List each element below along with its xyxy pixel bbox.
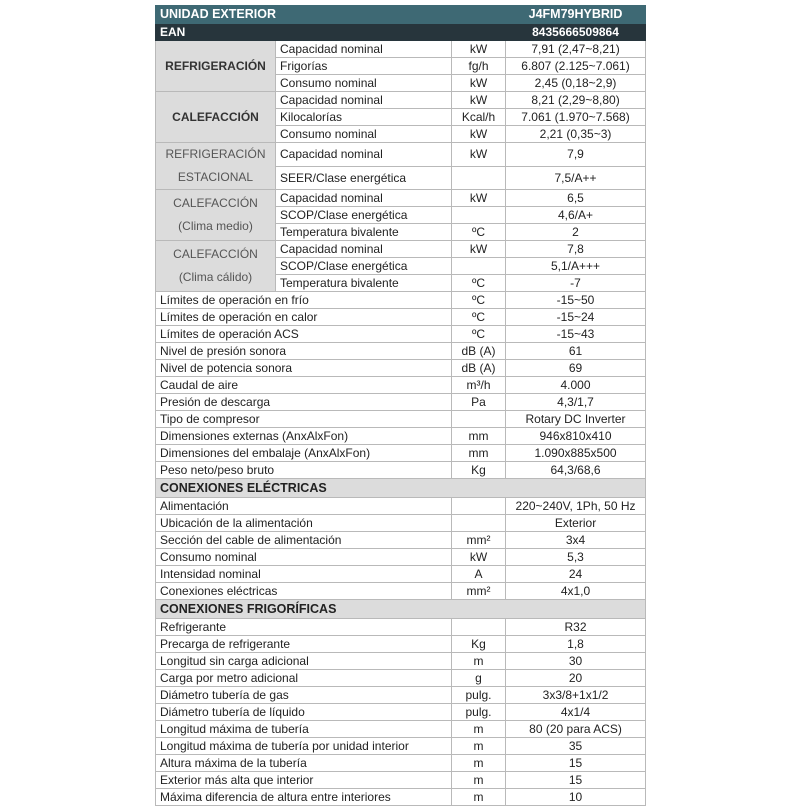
spec-row [156,377,646,394]
param-unit [452,411,506,428]
param-value: 2,21 (0,35~3) [506,126,646,143]
ean-value: 8435666509864 [506,24,646,41]
param-name: Precarga de refrigerante [156,636,452,653]
spec-row [156,532,646,549]
param-value: 4,6/A+ [506,207,646,224]
param-unit [452,207,506,224]
header-title: UNIDAD EXTERIOR [156,6,506,24]
param-name: Longitud máxima de tubería [156,721,452,738]
param-value: 4.000 [506,377,646,394]
param-unit: m [452,789,506,806]
param-name: Límites de operación en frío [156,292,452,309]
param-unit: m [452,721,506,738]
param-name: Capacidad nominal [276,92,452,109]
param-unit: ºC [452,326,506,343]
param-name: Tipo de compresor [156,411,452,428]
param-value: 69 [506,360,646,377]
param-name: Capacidad nominal [276,41,452,58]
spec-row [156,704,646,721]
section-title: CONEXIONES ELÉCTRICAS [156,479,646,498]
param-unit: kW [452,41,506,58]
param-unit: Pa [452,394,506,411]
param-value: 7,5/A++ [506,166,646,190]
param-unit: Kg [452,462,506,479]
param-unit: mm² [452,583,506,600]
param-unit: Kcal/h [452,109,506,126]
param-name: Temperatura bivalente [276,224,452,241]
param-name: Diámetro tubería de líquido [156,704,452,721]
param-value: 2,45 (0,18~2,9) [506,75,646,92]
param-name: Altura máxima de la tubería [156,755,452,772]
spec-row [156,394,646,411]
param-value: 6,5 [506,190,646,207]
param-name: Frigorías [276,58,452,75]
spec-row [156,241,646,258]
param-name: Ubicación de la alimentación [156,515,452,532]
param-name: Consumo nominal [276,75,452,92]
param-unit: ºC [452,309,506,326]
param-unit: kW [452,143,506,167]
header-model: J4FM79HYBRID [506,6,646,24]
group-label: REFRIGERACIÓN ESTACIONAL [156,143,276,190]
group-label: CALEFACCIÓN [156,92,276,143]
param-value: -7 [506,275,646,292]
spec-row [156,721,646,738]
param-unit: A [452,566,506,583]
param-name: Carga por metro adicional [156,670,452,687]
param-name: Capacidad nominal [276,190,452,207]
param-value: 80 (20 para ACS) [506,721,646,738]
param-name: Intensidad nominal [156,566,452,583]
spec-row [156,619,646,636]
spec-row [156,670,646,687]
param-value: 7,91 (2,47~8,21) [506,41,646,58]
spec-row [156,411,646,428]
spec-row [156,583,646,600]
ean-row [156,24,646,41]
param-unit [452,498,506,515]
spec-row [156,789,646,806]
param-unit: mm² [452,532,506,549]
param-name: Exterior más alta que interior [156,772,452,789]
param-unit: fg/h [452,58,506,75]
param-value: 4,3/1,7 [506,394,646,411]
param-unit: ºC [452,275,506,292]
param-value: Rotary DC Inverter [506,411,646,428]
param-value: 20 [506,670,646,687]
param-value: 7,8 [506,241,646,258]
param-name: Capacidad nominal [276,241,452,258]
param-name: SEER/Clase energética [276,166,452,190]
param-unit: m [452,653,506,670]
spec-row [156,190,646,207]
spec-row [156,326,646,343]
param-unit: g [452,670,506,687]
param-name: Capacidad nominal [276,143,452,167]
param-unit: dB (A) [452,360,506,377]
param-unit: kW [452,126,506,143]
section-header [156,600,646,619]
spec-row [156,515,646,532]
spec-row [156,445,646,462]
param-unit: kW [452,75,506,92]
param-name: Kilocalorías [276,109,452,126]
param-name: Consumo nominal [156,549,452,566]
param-name: Límites de operación en calor [156,309,452,326]
section-title: CONEXIONES FRIGORÍFICAS [156,600,646,619]
param-value: 4x1,0 [506,583,646,600]
param-value: 1.090x885x500 [506,445,646,462]
param-name: Diámetro tubería de gas [156,687,452,704]
param-value: 24 [506,566,646,583]
param-name: Longitud sin carga adicional [156,653,452,670]
param-name: Consumo nominal [276,126,452,143]
param-value: 2 [506,224,646,241]
param-unit: kW [452,92,506,109]
param-unit: kW [452,549,506,566]
param-name: Alimentación [156,498,452,515]
param-name: Dimensiones del embalaje (AnxAlxFon) [156,445,452,462]
param-unit: kW [452,241,506,258]
param-name: Límites de operación ACS [156,326,452,343]
param-name: Peso neto/peso bruto [156,462,452,479]
param-unit [452,619,506,636]
param-value: -15~50 [506,292,646,309]
param-unit: m [452,772,506,789]
param-unit: Kg [452,636,506,653]
spec-row [156,687,646,704]
param-value: 4x1/4 [506,704,646,721]
spec-row [156,772,646,789]
param-name: Longitud máxima de tubería por unidad interior [156,738,452,755]
param-value: -15~24 [506,309,646,326]
group-label: CALEFACCIÓN (Clima cálido) [156,241,276,292]
param-unit [452,258,506,275]
param-unit: kW [452,190,506,207]
param-unit [452,166,506,190]
param-value: 7,9 [506,143,646,167]
param-name: Nivel de presión sonora [156,343,452,360]
param-name: Sección del cable de alimentación [156,532,452,549]
param-value: 8,21 (2,29~8,80) [506,92,646,109]
param-value: Exterior [506,515,646,532]
param-name: Nivel de potencia sonora [156,360,452,377]
spec-row [156,653,646,670]
param-name: Máxima diferencia de altura entre interiores [156,789,452,806]
param-unit: dB (A) [452,343,506,360]
spec-row [156,755,646,772]
spec-row [156,343,646,360]
spec-row [156,462,646,479]
spec-row [156,549,646,566]
spec-row [156,92,646,109]
param-unit: m [452,755,506,772]
param-value: 64,3/68,6 [506,462,646,479]
param-value: 30 [506,653,646,670]
param-name: SCOP/Clase energética [276,207,452,224]
param-value: 6.807 (2.125~7.061) [506,58,646,75]
group-label: REFRIGERACIÓN [156,41,276,92]
param-value: 15 [506,755,646,772]
param-value: -15~43 [506,326,646,343]
param-unit [452,515,506,532]
spec-row [156,636,646,653]
param-value: R32 [506,619,646,636]
param-name: SCOP/Clase energética [276,258,452,275]
param-name: Temperatura bivalente [276,275,452,292]
param-name: Presión de descarga [156,394,452,411]
param-name: Dimensiones externas (AnxAlxFon) [156,428,452,445]
spec-row [156,360,646,377]
param-name: Caudal de aire [156,377,452,394]
param-value: 35 [506,738,646,755]
spec-table [155,5,646,806]
param-unit: pulg. [452,704,506,721]
param-value: 15 [506,772,646,789]
param-value: 61 [506,343,646,360]
spec-row [156,41,646,58]
spec-row [156,738,646,755]
ean-label: EAN [156,24,506,41]
param-value: 946x810x410 [506,428,646,445]
param-value: 1,8 [506,636,646,653]
param-value: 5,3 [506,549,646,566]
param-unit: mm [452,428,506,445]
param-value: 5,1/A+++ [506,258,646,275]
param-unit: pulg. [452,687,506,704]
param-value: 3x3/8+1x1/2 [506,687,646,704]
spec-row [156,566,646,583]
param-value: 220~240V, 1Ph, 50 Hz [506,498,646,515]
spec-sheet [155,5,645,806]
header-row [156,6,646,24]
param-value: 7.061 (1.970~7.568) [506,109,646,126]
section-header [156,479,646,498]
spec-row [156,309,646,326]
spec-row [156,292,646,309]
spec-row [156,498,646,515]
param-unit: ºC [452,224,506,241]
param-unit: ºC [452,292,506,309]
param-unit: m³/h [452,377,506,394]
spec-row [156,143,646,167]
param-unit: m [452,738,506,755]
spec-row [156,428,646,445]
group-label: CALEFACCIÓN (Clima medio) [156,190,276,241]
param-name: Conexiones eléctricas [156,583,452,600]
param-unit: mm [452,445,506,462]
param-name: Refrigerante [156,619,452,636]
param-value: 10 [506,789,646,806]
param-value: 3x4 [506,532,646,549]
